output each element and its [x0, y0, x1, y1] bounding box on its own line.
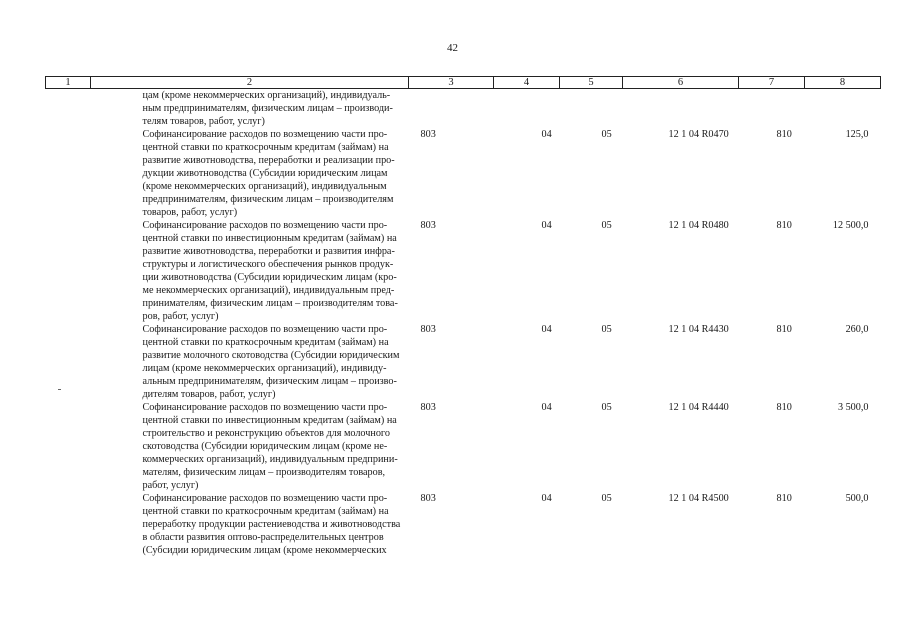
header-col-6: 6 [623, 77, 739, 89]
description-line: (кроме некоммерческих организаций), индивидуальным [142, 181, 387, 192]
description-line: альным предпринимателям, физическим лицам – произво- [142, 376, 397, 387]
row-description [91, 323, 409, 401]
header-col-8: 8 [805, 77, 881, 89]
header-col-4: 4 [494, 77, 560, 89]
expense-type-code: 810 [776, 220, 792, 231]
table-row [46, 492, 881, 557]
description-line: Софинансирование расходов по возмещению части про- [142, 402, 388, 413]
amount-value: 500,0 [845, 493, 869, 504]
description-line: Софинансирование расходов по возмещению части про- [142, 324, 388, 335]
description-line: центной ставки по инвестиционным кредитам (займам) на [142, 415, 397, 426]
description-line: Софинансирование расходов по возмещению части про- [142, 129, 388, 140]
expense-type-code: 810 [776, 129, 792, 140]
section-code: 04 [541, 493, 552, 504]
subsection-code: 05 [601, 324, 612, 335]
row-description [91, 128, 409, 219]
target-article-code: 12 1 04 R4440 [668, 402, 729, 413]
expense-type-code: 810 [776, 493, 792, 504]
row-description [91, 492, 409, 557]
description-line: цам (кроме некоммерческих организаций), индивидуаль- [142, 90, 391, 101]
description-line: ров, работ, услуг) [142, 311, 219, 322]
ministry-code: 803 [420, 493, 436, 504]
description-line: структуры и логистического обеспечения рынков продук- [142, 259, 394, 270]
description-line: предпринимателям, физическим лицам – производителям [142, 194, 394, 205]
description-line: строительство и реконструкцию объектов для молочного [142, 428, 390, 439]
description-line: развитие молочного скотоводства (Субсидии юридическим [142, 350, 400, 361]
subsection-code: 05 [601, 493, 612, 504]
description-line: дителям товаров, работ, услуг) [142, 389, 276, 400]
description-line: дукции животноводства (Субсидии юридическим лицам [142, 168, 388, 179]
description-line: центной ставки по краткосрочным кредитам (займам) на [142, 142, 389, 153]
description-line: развитие животноводства, переработки и реализации про- [142, 155, 395, 166]
budget-table [45, 76, 881, 557]
section-code: 04 [541, 220, 552, 231]
header-row [46, 77, 881, 89]
subsection-code: 05 [601, 220, 612, 231]
continuation-text [91, 89, 409, 129]
description-line: мателям, физическим лицам – производителям товаров, [142, 467, 386, 478]
header-col-7: 7 [739, 77, 805, 89]
ministry-code: 803 [420, 402, 436, 413]
amount-value: 260,0 [845, 324, 869, 335]
description-line: ции животноводства (Субсидии юридическим лицам (кро- [142, 272, 397, 283]
amount-value: 125,0 [845, 129, 869, 140]
target-article-code: 12 1 04 R0480 [668, 220, 729, 231]
description-line: коммерческих организаций), индивидуальным предприни- [142, 454, 398, 465]
section-code: 04 [541, 324, 552, 335]
target-article-code: 12 1 04 R0470 [668, 129, 729, 140]
continuation-row [46, 89, 881, 129]
description-line: развитие животноводства, переработки и развития инфра- [142, 246, 395, 257]
row-description [91, 401, 409, 492]
description-line: телям товаров, работ, услуг) [142, 116, 265, 127]
header-col-1: 1 [46, 77, 91, 89]
target-article-code: 12 1 04 R4500 [668, 493, 729, 504]
description-line: центной ставки по краткосрочным кредитам (займам) на [142, 337, 389, 348]
description-line: работ, услуг) [142, 480, 199, 491]
table-row [46, 219, 881, 323]
page-number: 42 [447, 42, 458, 54]
table-row [46, 128, 881, 219]
subsection-code: 05 [601, 129, 612, 140]
table-row [46, 401, 881, 492]
amount-value: 12 500,0 [832, 220, 869, 231]
description-line: в области развития оптово-распределительных центров [142, 532, 384, 543]
row-number-cell [46, 323, 91, 401]
section-code: 04 [541, 402, 552, 413]
description-line: принимателям, физическим лицам – производителям това- [142, 298, 398, 309]
target-article-code: 12 1 04 R4430 [668, 324, 729, 335]
header-col-2: 2 [91, 77, 409, 89]
ministry-code: 803 [420, 220, 436, 231]
description-line: (Субсидии юридическим лицам (кроме некоммерческих [142, 545, 387, 556]
table-row [46, 323, 881, 401]
description-line: центной ставки по инвестиционным кредитам (займам) на [142, 233, 397, 244]
subsection-code: 05 [601, 402, 612, 413]
description-line: ным предпринимателям, физическим лицам – производи- [142, 103, 393, 114]
expense-type-code: 810 [776, 402, 792, 413]
description-line: скотоводства (Субсидии юридическим лицам (кроме не- [142, 441, 388, 452]
row-number-cell [46, 492, 91, 557]
description-line: Софинансирование расходов по возмещению части про- [142, 220, 388, 231]
header-col-3: 3 [409, 77, 494, 89]
row-number-cell [46, 219, 91, 323]
ministry-code: 803 [420, 324, 436, 335]
description-line: центной ставки по краткосрочным кредитам (займам) на [142, 506, 389, 517]
row-number-cell [46, 128, 91, 219]
description-line: переработку продукции растениеводства и животноводства [142, 519, 401, 530]
row-description [91, 219, 409, 323]
ministry-code: 803 [420, 129, 436, 140]
section-code: 04 [541, 129, 552, 140]
description-line: Софинансирование расходов по возмещению части про- [142, 493, 388, 504]
amount-value: 3 500,0 [837, 402, 869, 413]
description-line: товаров, работ, услуг) [142, 207, 238, 218]
header-col-5: 5 [560, 77, 623, 89]
description-line: лицам (кроме некоммерческих организаций), индивиду- [142, 363, 387, 374]
expense-type-code: 810 [776, 324, 792, 335]
row-number-cell [46, 401, 91, 492]
description-line: ме некоммерческих организаций), индивидуальным пред- [142, 285, 395, 296]
